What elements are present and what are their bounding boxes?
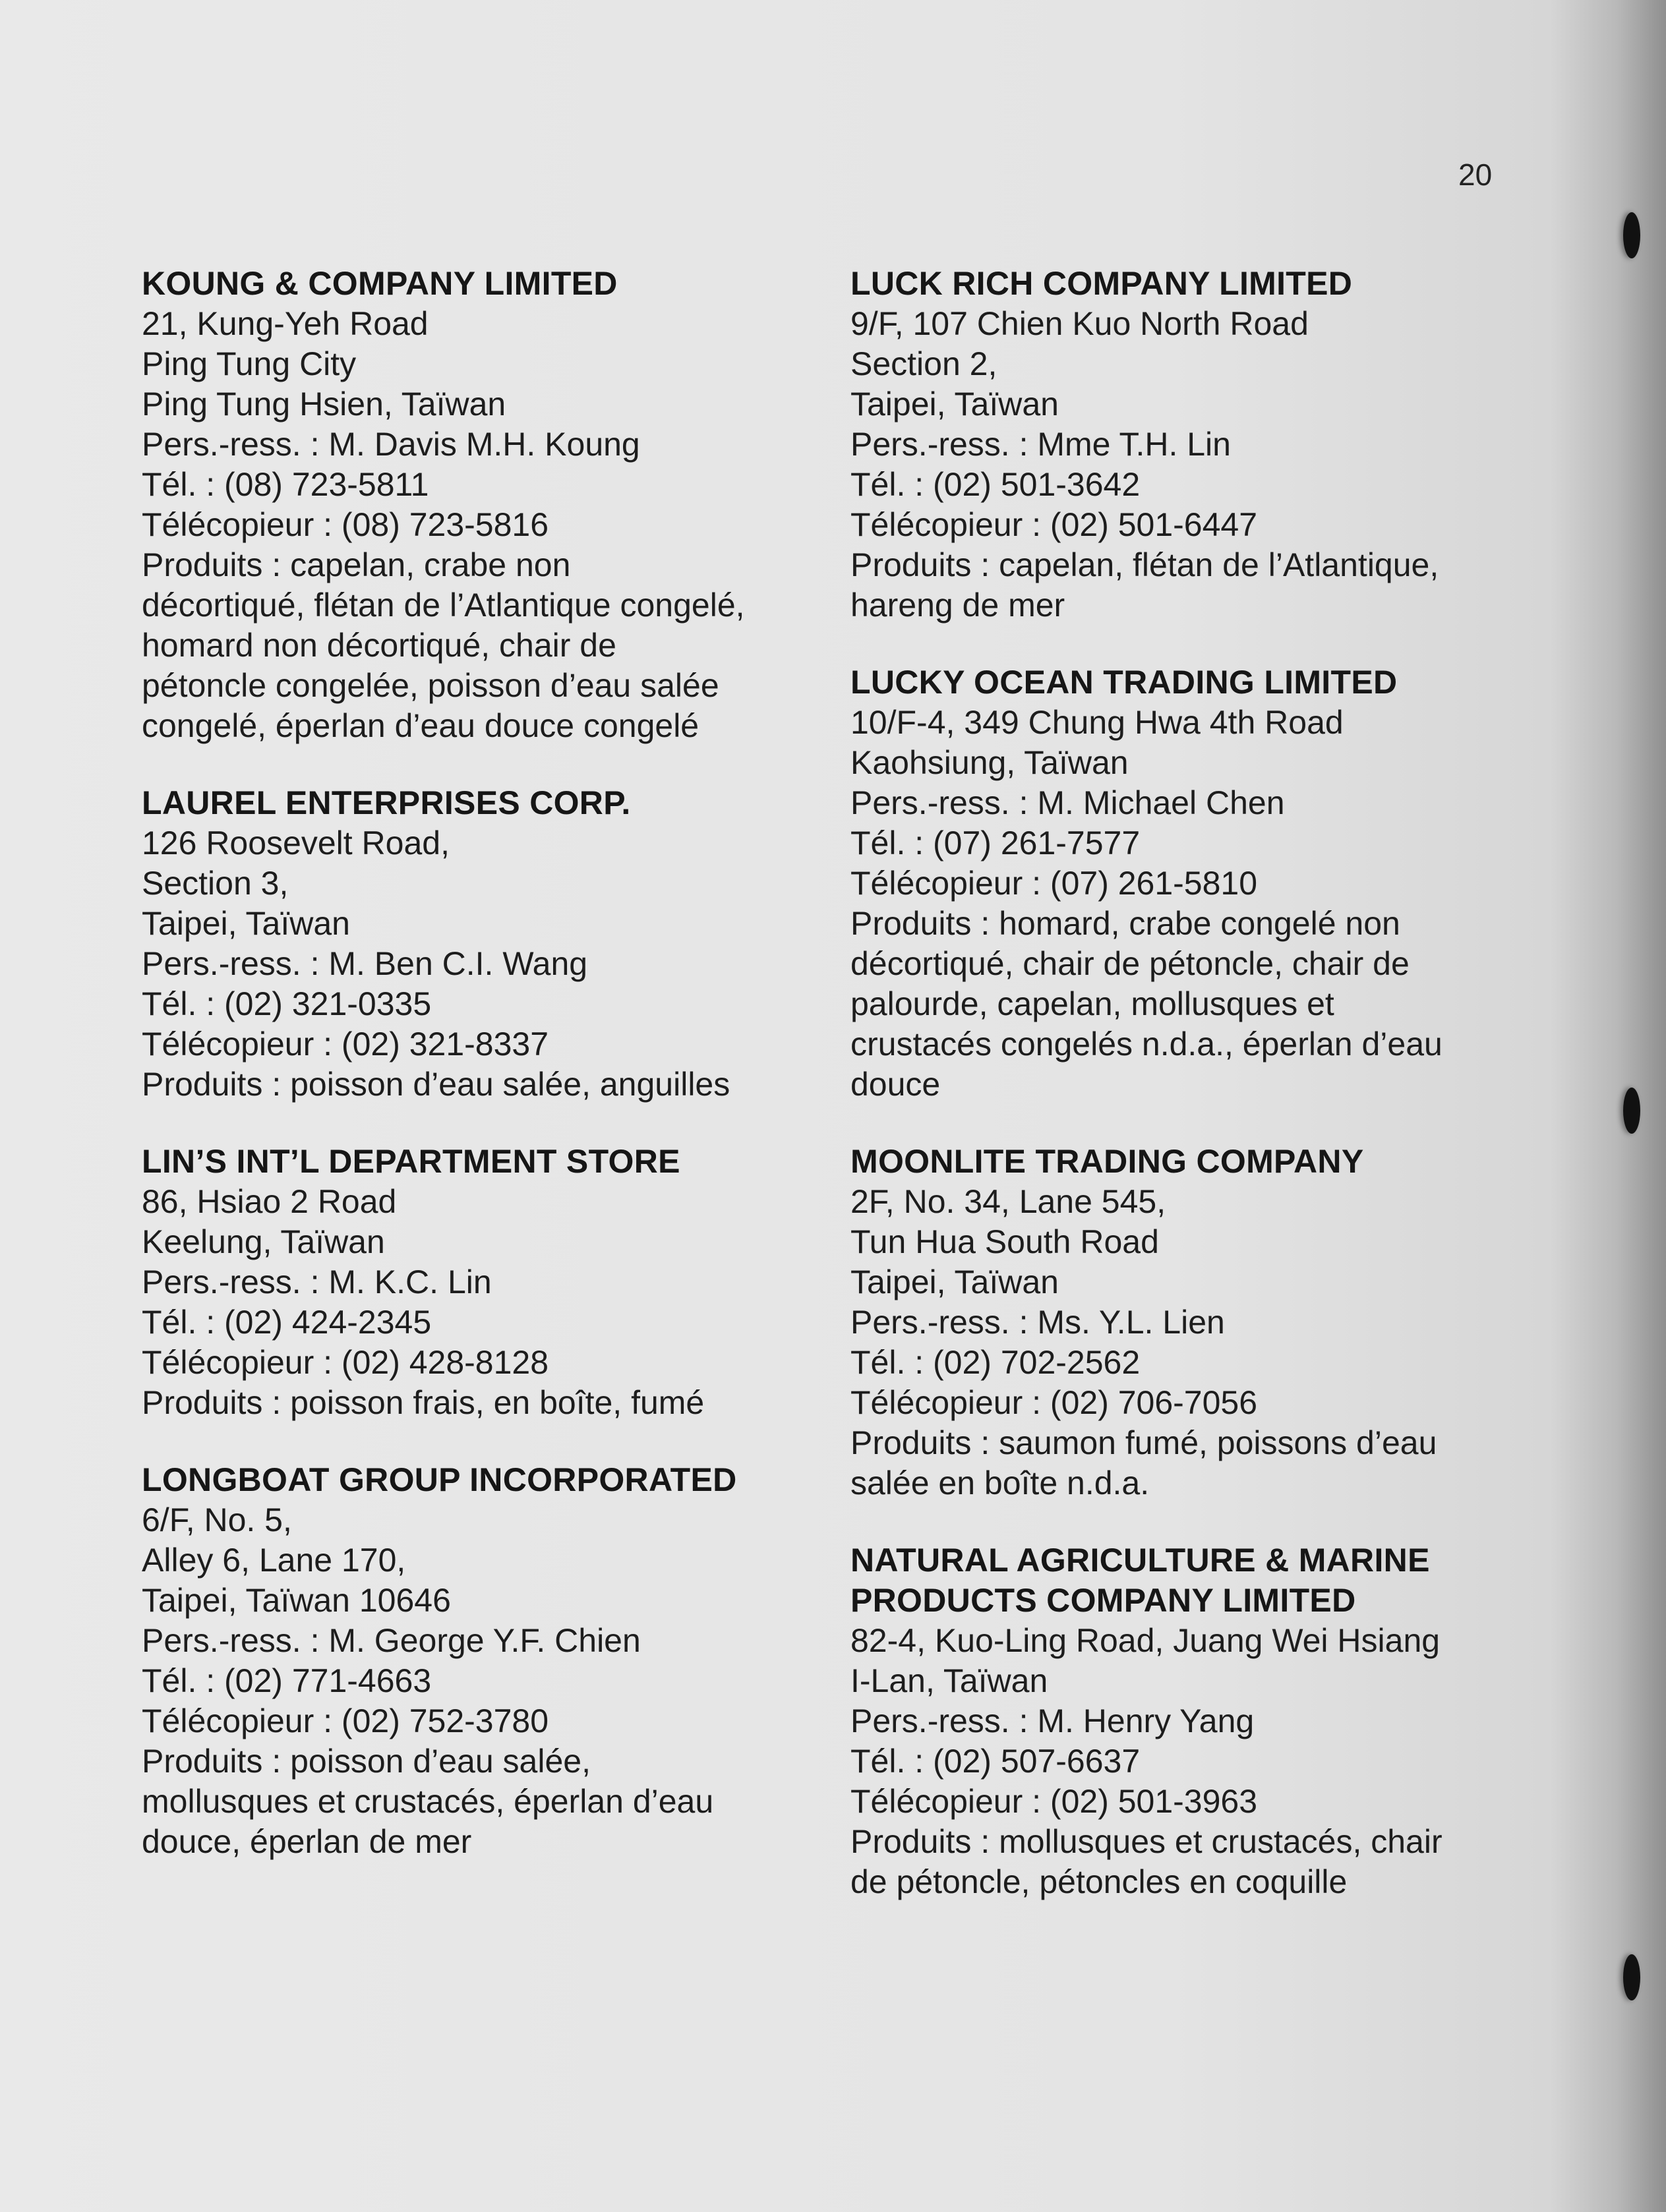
products-line: hareng de mer	[850, 587, 1065, 624]
fax: Télécopieur : (08) 723-5816	[142, 506, 549, 543]
address-line: Kaohsiung, Taïwan	[850, 744, 1129, 781]
contact-person: Pers.-ress. : Mme T.H. Lin	[850, 426, 1231, 463]
products-line: palourde, capelan, mollusques et	[850, 985, 1334, 1022]
company-name: MOONLITE TRADING COMPANY	[850, 1143, 1364, 1180]
company-entry-laurel	[142, 783, 841, 1105]
products-line: mollusques et crustacés, éperlan d’eau	[142, 1783, 714, 1820]
address-line: 2F, No. 34, Lane 545,	[850, 1183, 1166, 1220]
fax: Télécopieur : (02) 321-8337	[142, 1026, 549, 1062]
address-line: Ping Tung City	[142, 345, 357, 382]
products-line: pétoncle congelée, poisson d’eau salée	[142, 667, 719, 704]
address-line: 6/F, No. 5,	[142, 1501, 292, 1538]
right-column	[850, 264, 1510, 1939]
binder-hole	[1623, 212, 1640, 258]
address-line: Section 2,	[850, 345, 997, 382]
telephone: Tél. : (02) 507-6637	[850, 1743, 1141, 1780]
address-line: Ping Tung Hsien, Taïwan	[142, 386, 506, 422]
products-line: salée en boîte n.d.a.	[850, 1465, 1150, 1501]
products-line: Produits : capelan, flétan de l’Atlantique,	[850, 546, 1439, 583]
contact-person: Pers.-ress. : M. Michael Chen	[850, 784, 1285, 821]
products-line: Produits : poisson d’eau salée, anguilles	[142, 1066, 730, 1103]
address-line: 21, Kung-Yeh Road	[142, 305, 429, 342]
products-line: Produits : mollusques et crustacés, chair	[850, 1823, 1443, 1860]
address-line: 86, Hsiao 2 Road	[142, 1183, 397, 1220]
address-line: 9/F, 107 Chien Kuo North Road	[850, 305, 1309, 342]
fax: Télécopieur : (02) 706-7056	[850, 1384, 1258, 1421]
company-name: LAUREL ENTERPRISES CORP.	[142, 784, 631, 821]
binder-hole	[1623, 1954, 1640, 2000]
contact-person: Pers.-ress. : M. Davis M.H. Koung	[142, 426, 640, 463]
fax: Télécopieur : (02) 428-8128	[142, 1344, 549, 1381]
company-entry-lins	[142, 1142, 841, 1423]
products-line: Produits : poisson d’eau salée,	[142, 1743, 591, 1780]
contact-person: Pers.-ress. : M. Ben C.I. Wang	[142, 945, 588, 982]
telephone: Tél. : (02) 321-0335	[142, 985, 432, 1022]
telephone: Tél. : (07) 261-7577	[850, 825, 1141, 861]
company-name: LONGBOAT GROUP INCORPORATED	[142, 1461, 737, 1498]
fax: Télécopieur : (02) 752-3780	[142, 1703, 549, 1739]
telephone: Tél. : (02) 702-2562	[850, 1344, 1141, 1381]
company-name: KOUNG & COMPANY LIMITED	[142, 265, 618, 302]
address-line: Keelung, Taïwan	[142, 1223, 385, 1260]
contact-person: Pers.-ress. : M. George Y.F. Chien	[142, 1622, 641, 1659]
address-line: Alley 6, Lane 170,	[142, 1542, 406, 1579]
products-line: décortiqué, chair de pétoncle, chair de	[850, 945, 1410, 982]
left-column	[142, 264, 841, 1899]
products-line: Produits : poisson frais, en boîte, fumé	[142, 1384, 705, 1421]
fax: Télécopieur : (02) 501-3963	[850, 1783, 1258, 1820]
company-name: NATURAL AGRICULTURE & MARINE	[850, 1542, 1430, 1579]
products-line: crustacés congelés n.d.a., éperlan d’eau	[850, 1026, 1443, 1062]
telephone: Tél. : (02) 424-2345	[142, 1304, 432, 1341]
fax: Télécopieur : (07) 261-5810	[850, 865, 1258, 902]
address-line: Taipei, Taïwan	[142, 905, 350, 942]
address-line: 10/F-4, 349 Chung Hwa 4th Road	[850, 704, 1344, 741]
company-entry-koung	[142, 264, 841, 746]
products-line: décortiqué, flétan de l’Atlantique congelé,	[142, 587, 745, 624]
address-line: Taipei, Taïwan 10646	[142, 1582, 451, 1619]
fax: Télécopieur : (02) 501-6447	[850, 506, 1258, 543]
address-line: I-Lan, Taïwan	[850, 1662, 1048, 1699]
address-line: Section 3,	[142, 865, 289, 902]
address-line: 82-4, Kuo-Ling Road, Juang Wei Hsiang	[850, 1622, 1441, 1659]
company-entry-lucky-ocean	[850, 662, 1510, 1105]
company-entry-natural-agriculture	[850, 1540, 1510, 1902]
company-name: LUCKY OCEAN TRADING LIMITED	[850, 664, 1398, 701]
address-line: Taipei, Taïwan	[850, 386, 1059, 422]
products-line: Produits : capelan, crabe non	[142, 546, 571, 583]
products-line: douce, éperlan de mer	[142, 1823, 472, 1860]
products-line: Produits : saumon fumé, poissons d’eau	[850, 1424, 1437, 1461]
contact-person: Pers.-ress. : Ms. Y.L. Lien	[850, 1304, 1225, 1341]
address-line: Taipei, Taïwan	[850, 1264, 1059, 1300]
products-line: homard non décortiqué, chair de	[142, 627, 616, 664]
page-number: 20	[1458, 158, 1493, 192]
products-line: douce	[850, 1066, 941, 1103]
company-entry-luck-rich	[850, 264, 1510, 626]
products-line: congelé, éperlan d’eau douce congelé	[142, 707, 699, 744]
address-line: 126 Roosevelt Road,	[142, 825, 450, 861]
address-line: Tun Hua South Road	[850, 1223, 1159, 1260]
telephone: Tél. : (02) 501-3642	[850, 466, 1141, 503]
company-name: PRODUCTS COMPANY LIMITED	[850, 1582, 1356, 1619]
contact-person: Pers.-ress. : M. Henry Yang	[850, 1703, 1255, 1739]
binder-hole	[1623, 1088, 1640, 1134]
company-name: LIN’S INT’L DEPARTMENT STORE	[142, 1143, 680, 1180]
products-line: de pétoncle, pétoncles en coquille	[850, 1863, 1348, 1900]
contact-person: Pers.-ress. : M. K.C. Lin	[142, 1264, 492, 1300]
telephone: Tél. : (08) 723-5811	[142, 466, 429, 503]
products-line: Produits : homard, crabe congelé non	[850, 905, 1400, 942]
telephone: Tél. : (02) 771-4663	[142, 1662, 432, 1699]
company-name: LUCK RICH COMPANY LIMITED	[850, 265, 1353, 302]
company-entry-longboat	[142, 1460, 841, 1862]
company-entry-moonlite	[850, 1142, 1510, 1503]
